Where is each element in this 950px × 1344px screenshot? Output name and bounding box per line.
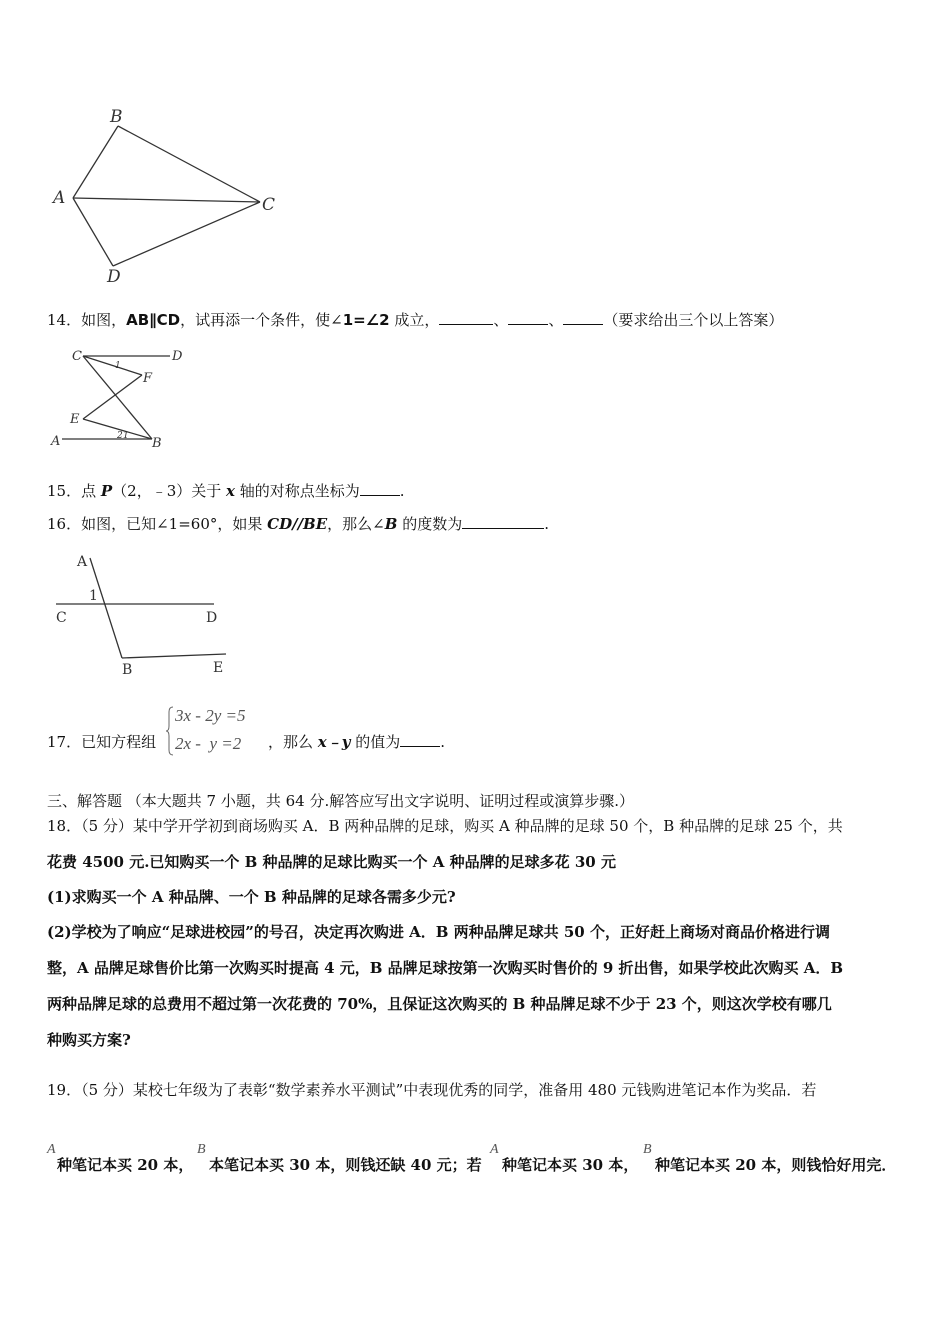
answer-blank[interactable]	[508, 310, 548, 325]
label-a: A	[51, 434, 61, 449]
figure-kite-abcd	[40, 100, 290, 290]
question-18-line-6: 两种品牌足球的总费用不超过第一次花费的 70%，且保证这次购买的 B 种品牌足球不少于 23 个，则这次学校有哪几	[47, 995, 832, 1013]
label-f: F	[143, 371, 153, 386]
question-18-line-4: (2)学校为了响应“足球进校园”的号召，决定再次购进 A．B 两种品牌足球共 50 个，正好赶上商场对商品价格进行调	[47, 923, 830, 941]
answer-blank[interactable]	[563, 310, 603, 325]
var-a: A	[490, 1142, 499, 1157]
question-17: 17．已知方程组	[47, 733, 157, 751]
equation-2: 2x - y =2	[175, 734, 242, 753]
question-18-line-2: 花费 4500 元.已知购买一个 B 种品牌的足球比购买一个 A 种品牌的足球多花 30 元	[47, 853, 616, 871]
label-b: B	[152, 436, 162, 451]
question-17-tail: ，那么 x﹣y 的值为 .	[268, 733, 446, 751]
answer-blank[interactable]	[360, 481, 400, 496]
section-title: 三、解答题 （本大题共 7 小题，共 64 分.解答应写出文字说明、证明过程或演算步骤.）	[47, 792, 635, 810]
label-c: C	[262, 195, 276, 215]
angle-2-label: 2	[117, 431, 123, 441]
label-c: C	[56, 610, 67, 626]
answer-blank[interactable]	[462, 514, 544, 529]
var-b: B	[197, 1142, 206, 1157]
angle-1b-label: 1	[123, 431, 129, 441]
figure-parallel-zigzag	[45, 342, 195, 452]
question-19-line-2: A 种笔记本买 20 本， B 本笔记本买 30 本，则钱还缺 40 元；若 A 种笔记本买 30 本， B 种笔记本买 20 本，则钱恰好用完．	[47, 1142, 897, 1174]
label-d: D	[107, 267, 121, 287]
question-18-line-1: 18．（5 分）某中学开学初到商场购买 A．B 两种品牌的足球，购买 A 种品牌的足球 50 个，B 种品牌的足球 25 个，共	[47, 817, 843, 835]
label-a: A	[53, 188, 66, 208]
label-d: D	[206, 610, 218, 626]
question-18-line-3: (1)求购买一个 A 种品牌、一个 B 种品牌的足球各需多少元?	[47, 888, 456, 906]
answer-blank[interactable]	[400, 732, 440, 747]
answer-blank[interactable]	[439, 310, 493, 325]
label-a: A	[77, 554, 88, 570]
label-d: D	[172, 349, 183, 364]
angle-1-label: 1	[89, 588, 98, 604]
var-b: B	[643, 1142, 652, 1157]
label-c: C	[72, 349, 82, 364]
equation-1: 3x - 2y =5	[175, 706, 246, 725]
var-a: A	[47, 1142, 56, 1157]
question-15: 15．点 P（2，﹣3）关于 x 轴的对称点坐标为 .	[47, 482, 405, 500]
brace-icon	[166, 706, 174, 756]
angle-1-label: 1	[115, 361, 121, 371]
label-b: B	[110, 107, 123, 127]
figure-transversal	[50, 548, 240, 683]
label-b: B	[122, 662, 133, 678]
label-e: E	[213, 660, 224, 676]
equation-system	[166, 704, 266, 758]
question-19-line-1: 19．（5 分）某校七年级为了表彰“数学素养水平测试”中表现优秀的同学，准备用 480 元钱购进笔记本作为奖品．若	[47, 1081, 817, 1099]
question-16: 16．如图，已知∠1=60°，如果 CD//BE，那么∠B 的度数为 .	[47, 515, 549, 533]
label-e: E	[70, 412, 80, 427]
question-14: 14．如图，AB∥CD，试再添一个条件，使∠1=∠2 成立， 、 、 （要求给出三个以上答案）	[47, 311, 784, 329]
question-18-line-7: 种购买方案?	[47, 1031, 131, 1049]
question-18-line-5: 整，A 品牌足球售价比第一次购买时提高 4 元，B 品牌足球按第一次购买时售价的 9 折出售，如果学校此次购买 A．B	[47, 959, 844, 977]
